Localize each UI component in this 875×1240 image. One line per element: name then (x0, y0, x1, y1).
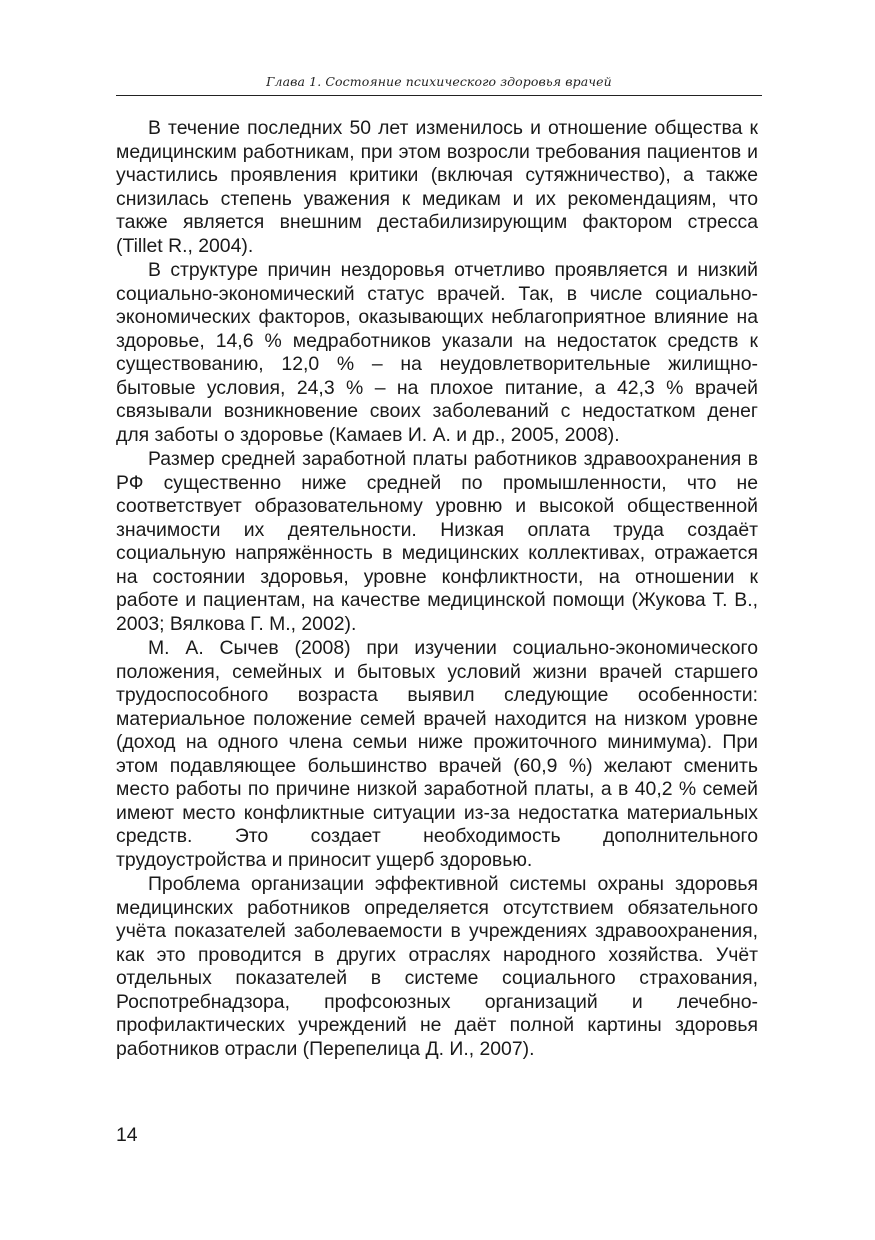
paragraph-4: М. А. Сычев (2008) при изучении социально-экономического положения, семейных и бытовых условий жизни врачей старшего трудоспособного возраста выявил следующие особенности: материальное положение семей врачей находится на низком уровне (доход на одного члена семьи ниже прожиточного минимума). При этом подавляющее большинство врачей (60,9 %) желают сменить место работы по причине низкой заработной платы, а в 40,2 % семей имеют место конфликтные ситуации из-за недостатка материальных средств. Это создает необходимость дополнительного трудоустройства и приносит ущерб здоровью. (116, 637, 758, 871)
header-rule (116, 95, 762, 96)
paragraph-2: В структуре причин нездоровья отчетливо проявляется и низкий социально-экономический статус врачей. Так, в числе социально-экономических факторов, оказывающих неблагоприятное влияние на здоровье, 14,6 % медработников указали на недостаток средств к существованию, 12,0 % – на неудовлетворительные жилищно-бытовые условия, 24,3 % – на плохое питание, а 42,3 % врачей связывали возникновение своих заболеваний с недостатком денег для заботы о здоровье (Камаев И. А. и др., 2005, 2008). (116, 259, 758, 446)
paragraph-1: В течение последних 50 лет изменилось и отношение общества к медицинским работникам, при этом возросли требования пациентов и участились проявления критики (включая сутяжничество), а также снизилась степень уважения к медикам и их рекомендациям, что также является внешним дестабилизирующим фактором стресса (Tillet R., 2004). (116, 117, 758, 257)
page-number: 14 (116, 1124, 138, 1146)
body-text (116, 117, 758, 1062)
paragraph-3: Размер средней заработной платы работников здравоохранения в РФ существенно ниже средней по промышленности, что не соответствует образовательному уровню и высокой общественной значимости их деятельности. Низкая оплата труда создаёт социальную напряжённость в медицинских коллективах, отражается на состоянии здоровья, уровне конфликтности, на отношении к работе и пациентам, на качестве медицинской помощи (Жукова Т. В., 2003; Вялкова Г. М., 2002). (116, 448, 758, 635)
running-header: Глава 1. Состояние психического здоровья врачей (266, 74, 612, 89)
paragraph-5: Проблема организации эффективной системы охраны здоровья медицинских работников определяется отсутствием обязательного учёта показателей заболеваемости в учреждениях здравоохранения, как это проводится в других отраслях народного хозяйства. Учёт отдельных показателей в системе социального страхования, Роспотребнадзора, профсоюзных организаций и лечебно-профилактических учреждений не даёт полной картины здоровья работников отрасли (Перепелица Д. И., 2007). (116, 873, 758, 1060)
